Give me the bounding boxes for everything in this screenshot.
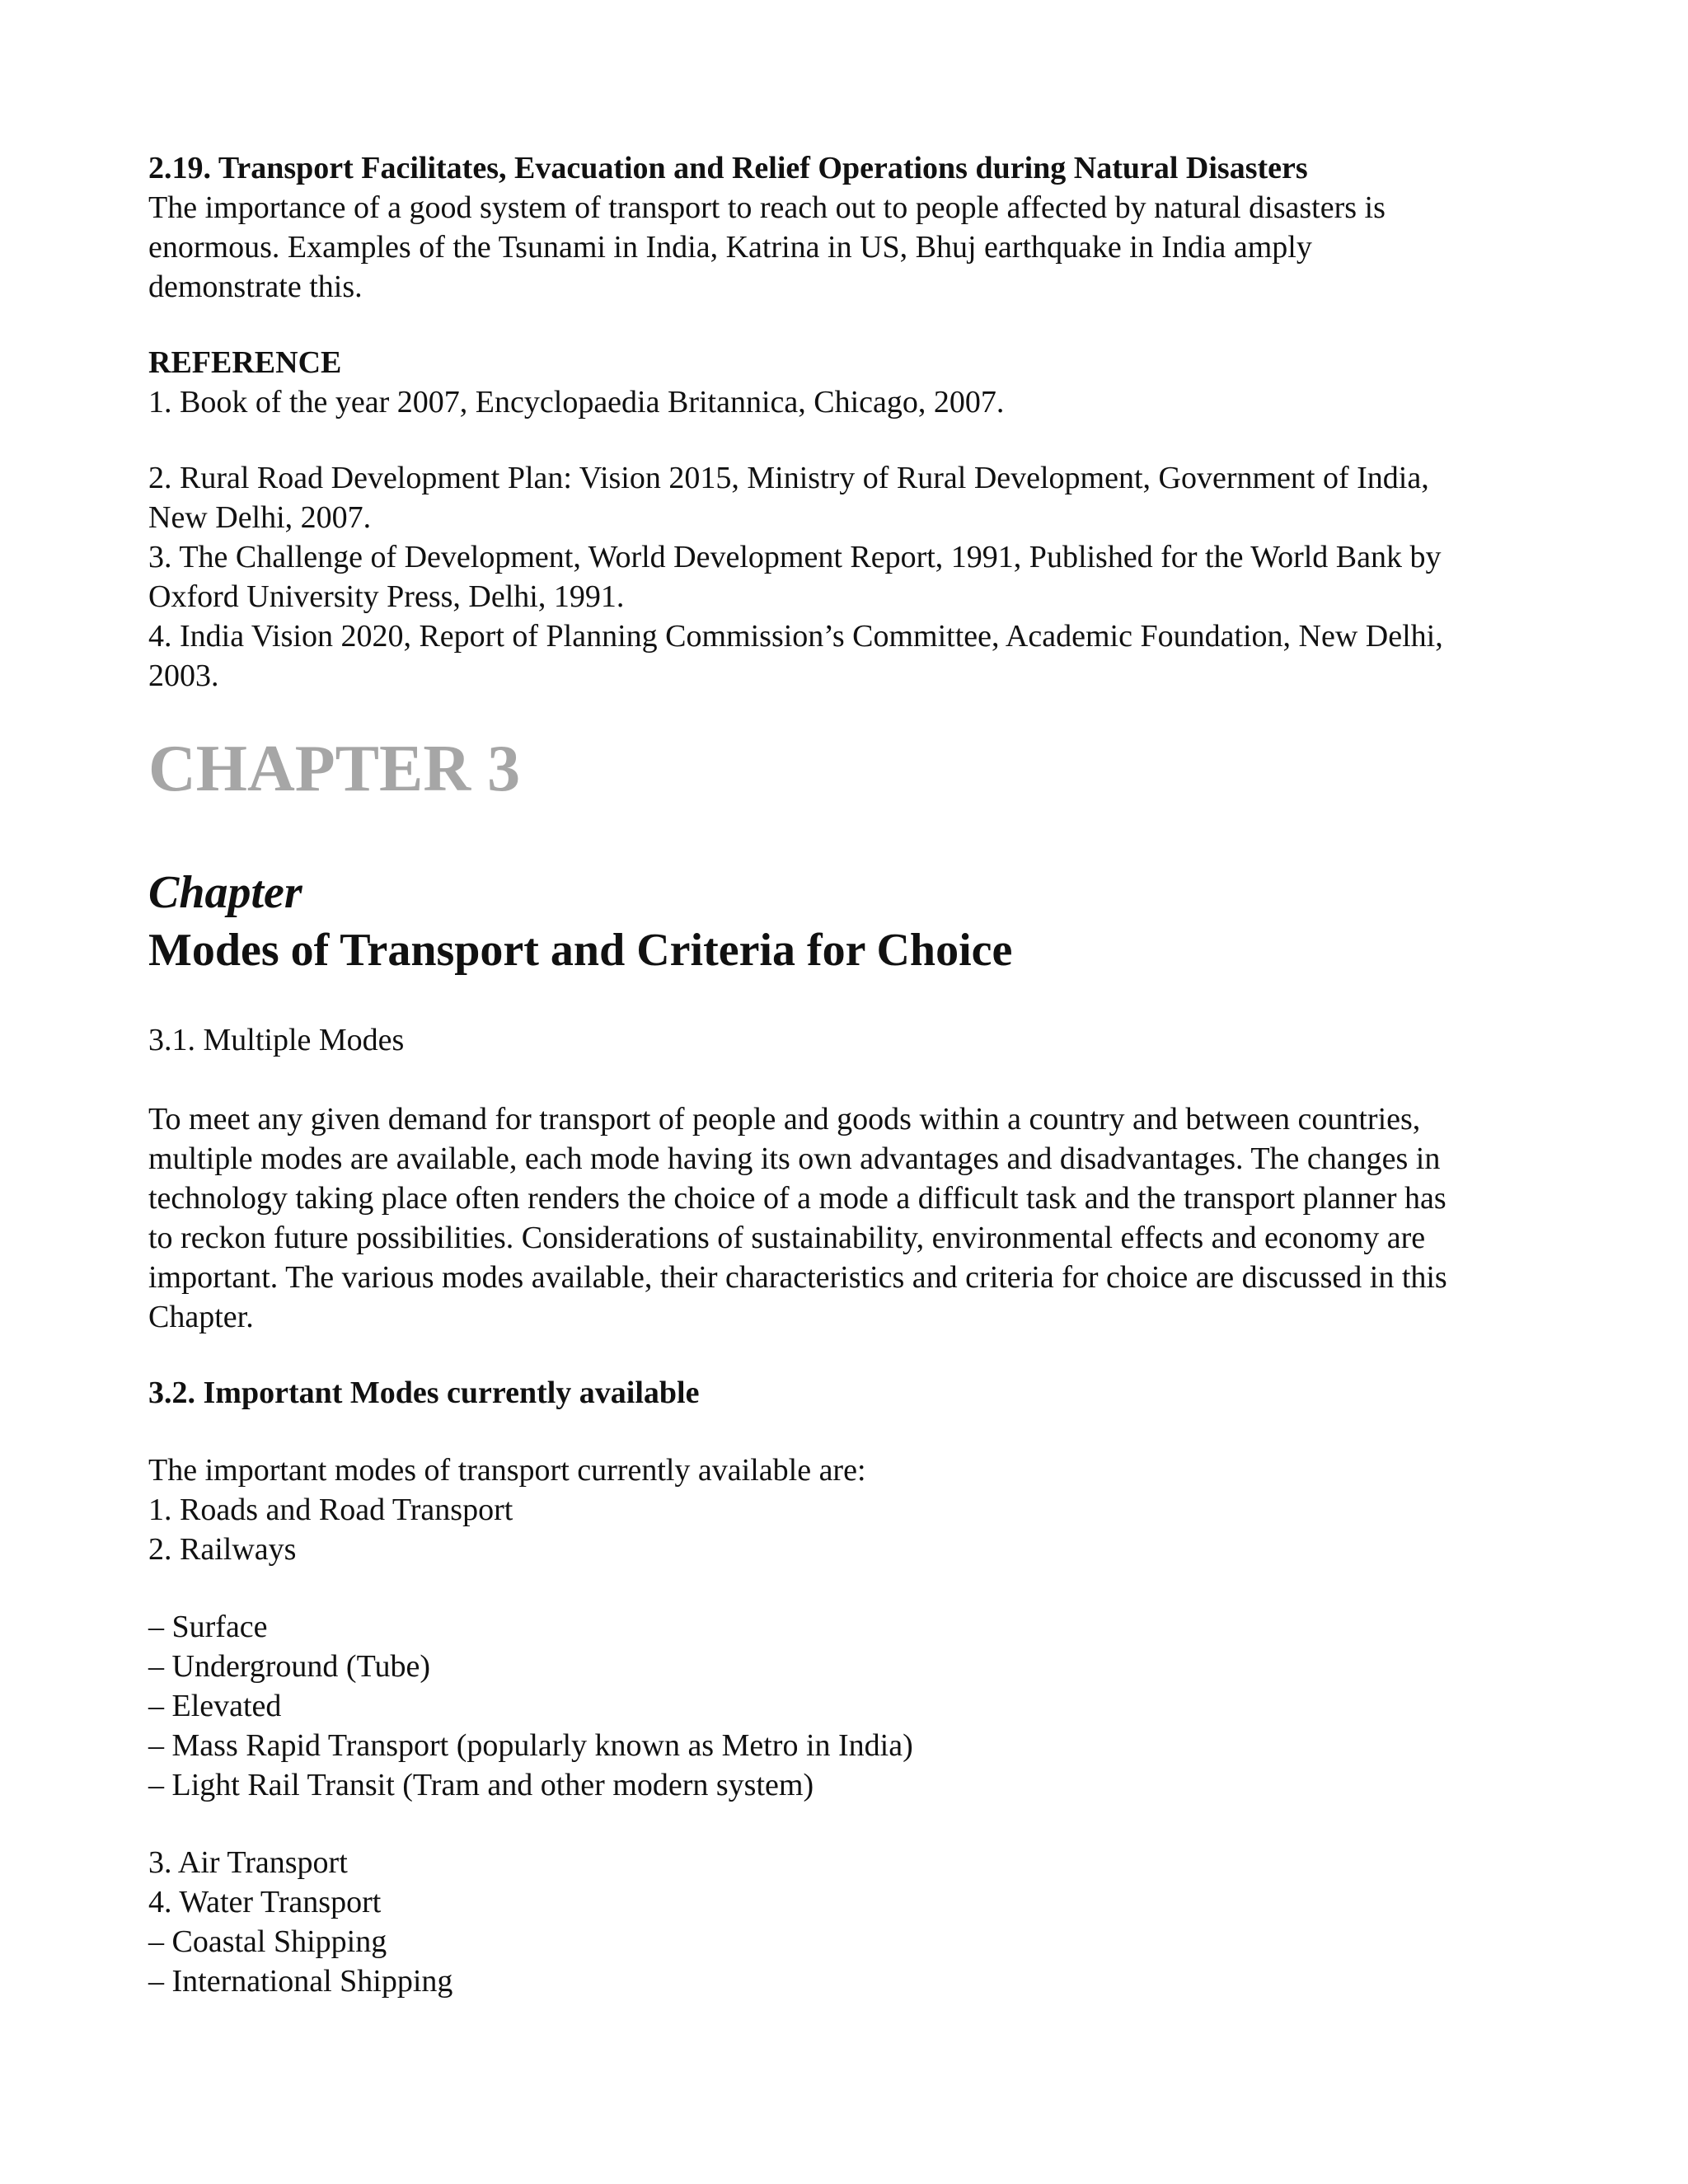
reference-heading: REFERENCE	[148, 345, 342, 380]
paragraph-line: important. The various modes available, their characteristics and criteria for choice are discussed in this	[148, 1260, 1447, 1295]
reference-item: Oxford University Press, Delhi, 1991.	[148, 579, 625, 614]
list-subitem: – Coastal Shipping	[148, 1924, 387, 1959]
document-page	[148, 0, 1541, 2184]
list-item: 4. Water Transport	[148, 1885, 382, 1919]
list-subitem: – Light Rail Transit (Tram and other modern system)	[148, 1768, 814, 1802]
reference-item: 2003.	[148, 658, 219, 693]
section-heading-3-2: 3.2. Important Modes currently available	[148, 1376, 700, 1410]
list-subitem: – Mass Rapid Transport (popularly known as Metro in India)	[148, 1728, 913, 1763]
list-subitem: – Underground (Tube)	[148, 1649, 430, 1684]
section-heading-3-1: 3.1. Multiple Modes	[148, 1023, 405, 1057]
reference-item: 2. Rural Road Development Plan: Vision 2015, Ministry of Rural Development, Government of India,	[148, 461, 1429, 495]
list-subitem: – Elevated	[148, 1689, 282, 1723]
paragraph-line: technology taking place often renders the choice of a mode a difficult task and the transport planner has	[148, 1181, 1447, 1216]
paragraph-line: To meet any given demand for transport of people and goods within a country and between countries,	[148, 1102, 1421, 1137]
list-item: 2. Railways	[148, 1532, 297, 1567]
paragraph-line: Chapter.	[148, 1300, 254, 1334]
paragraph-line: enormous. Examples of the Tsunami in India, Katrina in US, Bhuj earthquake in India amply	[148, 230, 1312, 265]
chapter-number: CHAPTER 3	[148, 733, 521, 805]
paragraph-line: The importance of a good system of transport to reach out to people affected by natural disasters is	[148, 190, 1386, 225]
reference-item: 3. The Challenge of Development, World Development Report, 1991, Published for the World Bank by	[148, 540, 1442, 574]
reference-item: 1. Book of the year 2007, Encyclopaedia Britannica, Chicago, 2007.	[148, 385, 1005, 419]
list-intro: The important modes of transport currently available are:	[148, 1453, 866, 1488]
paragraph-line: to reckon future possibilities. Considerations of sustainability, environmental effects and economy are	[148, 1221, 1426, 1255]
paragraph-line: demonstrate this.	[148, 269, 363, 304]
chapter-kicker: Chapter	[148, 867, 302, 918]
list-item: 3. Air Transport	[148, 1845, 348, 1880]
list-subitem: – International Shipping	[148, 1964, 453, 1999]
list-subitem: – Surface	[148, 1610, 268, 1644]
section-heading-2-19: 2.19. Transport Facilitates, Evacuation and Relief Operations during Natural Disasters	[148, 151, 1308, 185]
chapter-title: Modes of Transport and Criteria for Choice	[148, 925, 1013, 976]
reference-item: 4. India Vision 2020, Report of Planning Commission’s Committee, Academic Foundation, New Delhi,	[148, 619, 1443, 654]
paragraph-line: multiple modes are available, each mode having its own advantages and disadvantages. The changes in	[148, 1141, 1441, 1176]
reference-item: New Delhi, 2007.	[148, 500, 372, 535]
list-item: 1. Roads and Road Transport	[148, 1493, 513, 1527]
